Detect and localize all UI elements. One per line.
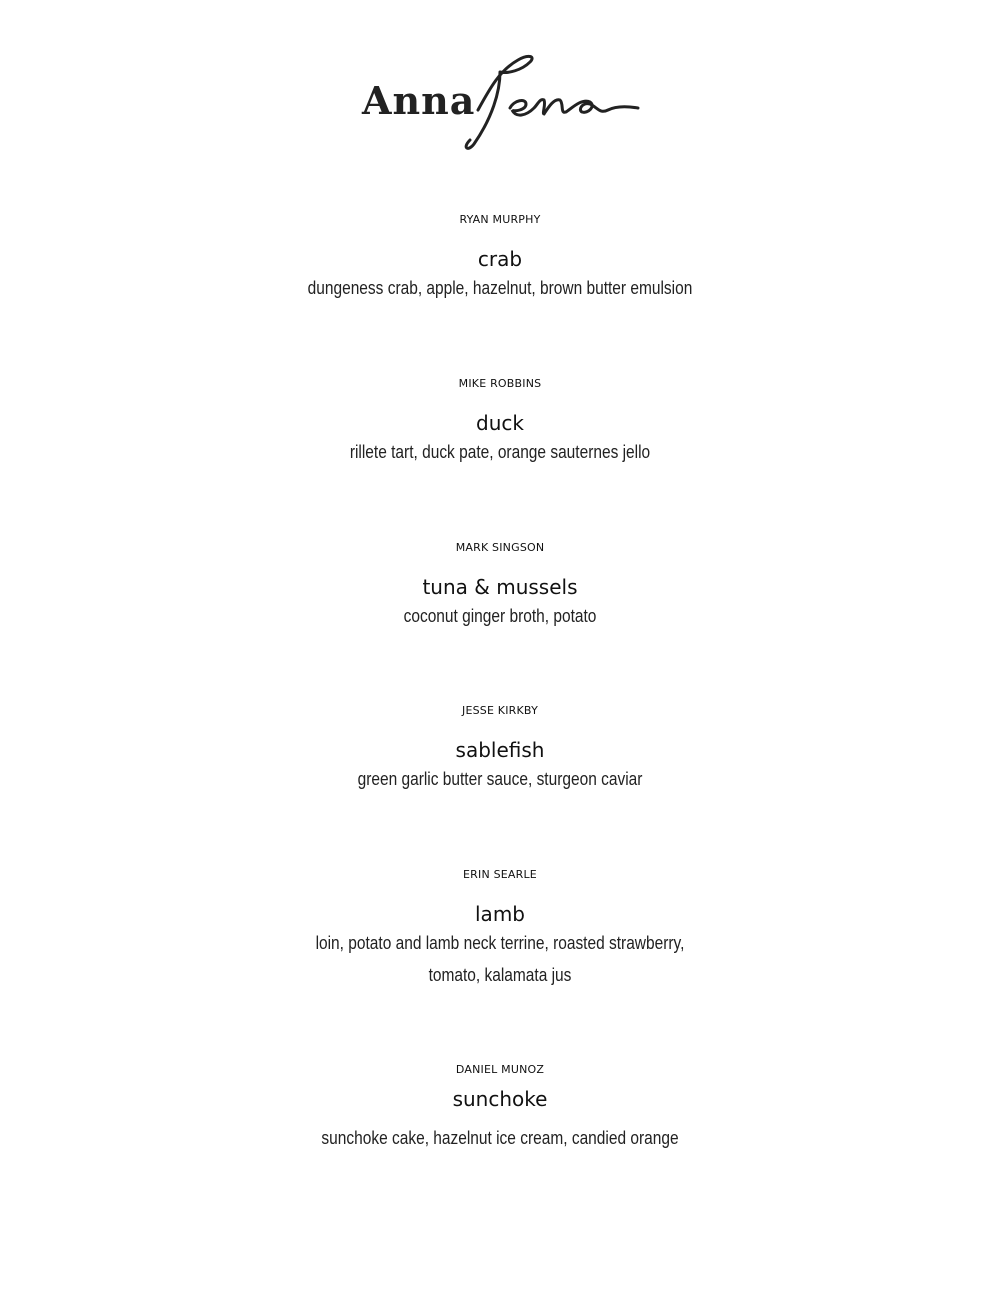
dish-title: duck: [476, 411, 524, 435]
dish-description: [70, 927, 930, 991]
dish-title: tuna & mussels: [422, 575, 578, 599]
course-3: [0, 540, 1000, 632]
dish-description: [70, 600, 930, 632]
dish-description: [70, 272, 930, 304]
dish-description-line: rillete tart, duck pate, orange sauternes jello: [349, 442, 651, 462]
chef-name: ERIN SEARLE: [463, 868, 537, 881]
chef-name: MIKE ROBBINS: [458, 377, 542, 390]
course-4: [0, 703, 1000, 795]
dish-title: sunchoke: [452, 1087, 548, 1111]
chef-name: MARK SINGSON: [455, 541, 545, 554]
logo-text-left: Anna: [362, 78, 476, 123]
course-5: [0, 867, 1000, 991]
dish-title: crab: [477, 247, 523, 271]
chef-name: RYAN MURPHY: [459, 213, 541, 226]
dish-description: [70, 436, 930, 468]
chef-name: DANIEL MUNOZ: [455, 1063, 545, 1076]
dish-description: [70, 763, 930, 795]
dish-description-line: dungeness crab, apple, hazelnut, brown butter emulsion: [307, 278, 693, 298]
dish-title: lamb: [475, 902, 525, 926]
dish-description-line: tomato, kalamata jus: [428, 965, 572, 985]
dish-description-line: sunchoke cake, hazelnut ice cream, candied orange: [321, 1128, 679, 1148]
chef-name: JESSE KIRKBY: [462, 704, 538, 717]
dish-description-line: loin, potato and lamb neck terrine, roasted strawberry,: [315, 933, 685, 953]
course-2: [0, 376, 1000, 468]
course-1: [0, 212, 1000, 304]
course-6: [0, 1062, 1000, 1154]
dish-description-line: green garlic butter sauce, sturgeon caviar: [357, 769, 643, 789]
restaurant-logo: [350, 48, 650, 158]
dish-description-line: coconut ginger broth, potato: [403, 606, 597, 626]
dish-description: [70, 1122, 930, 1154]
dish-title: sablefish: [455, 738, 545, 762]
logo-text-right: Lena: [520, 114, 522, 115]
